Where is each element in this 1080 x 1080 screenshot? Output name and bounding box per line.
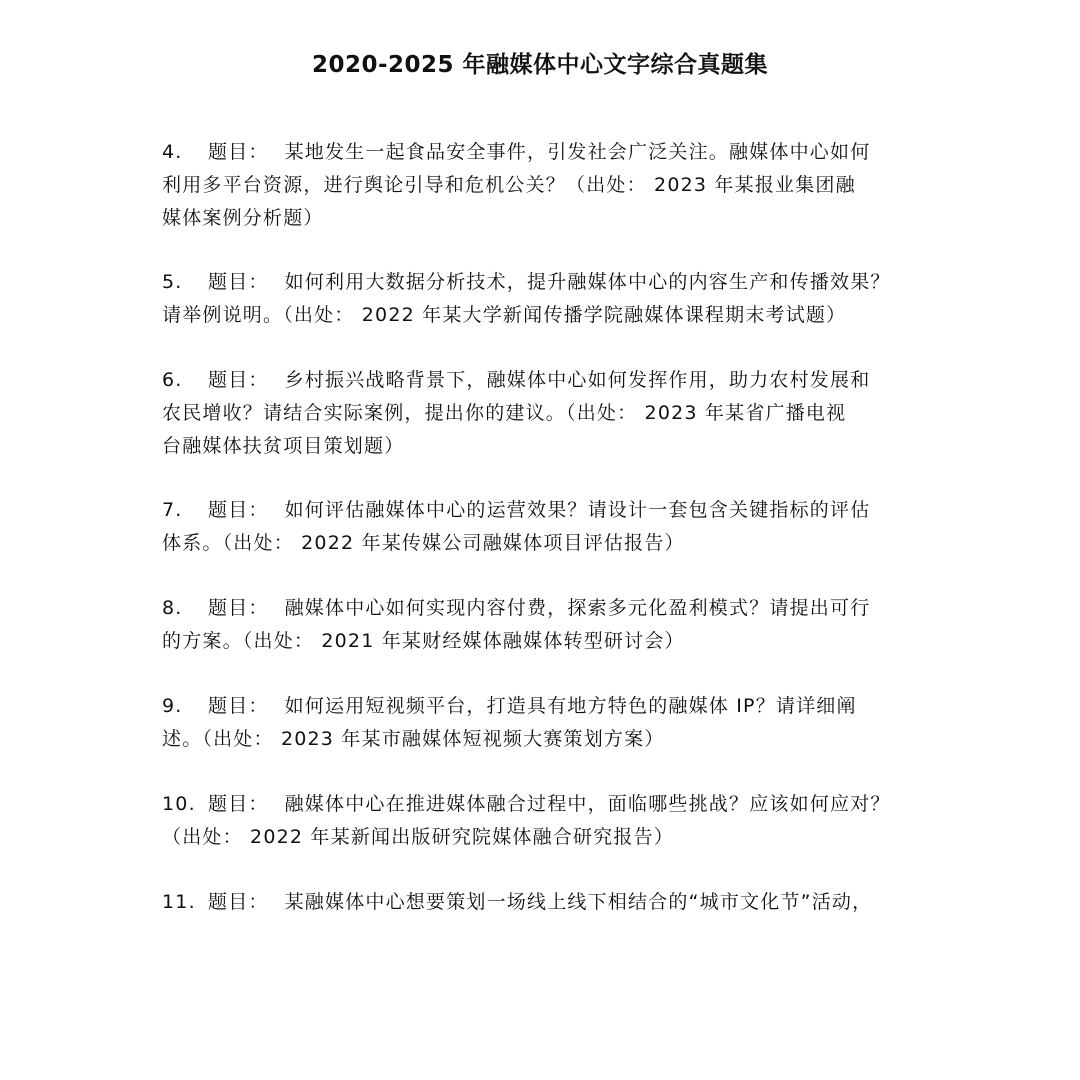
- question-line: [162, 494, 952, 527]
- question-item: [162, 592, 952, 658]
- question-item: [162, 494, 952, 560]
- question-number: 7.: [162, 499, 183, 521]
- question-text: 如何评估融媒体中心的运营效果？请设计一套包含关键指标的评估: [284, 499, 871, 521]
- question-text: 某融媒体中心想要策划一场线上线下相结合的“城市文化节”活动，: [284, 891, 873, 913]
- question-item: [162, 266, 952, 332]
- question-line: [162, 136, 952, 169]
- question-line: [162, 690, 952, 723]
- question-text: 利用多平台资源，进行舆论引导和危机公关？（出处： 2023 年某报业集团融: [162, 174, 856, 196]
- question-label: 题目：: [208, 369, 269, 391]
- question-item: [162, 690, 952, 756]
- page-title: 2020-2025 年融媒体中心文字综合真题集: [311, 52, 769, 78]
- question-label: 题目：: [208, 499, 269, 521]
- question-text: 农民增收？请结合实际案例，提出你的建议。（出处： 2023 年某省广播电视: [162, 402, 847, 424]
- question-line: [162, 266, 952, 299]
- question-item: [162, 788, 952, 854]
- question-text: 融媒体中心如何实现内容付费，探索多元化盈利模式？请提出可行: [284, 597, 871, 619]
- question-number: 8.: [162, 597, 183, 619]
- question-line: [162, 886, 952, 919]
- question-text: 如何利用大数据分析技术，提升融媒体中心的内容生产和传播效果？: [284, 271, 891, 293]
- question-line: [162, 364, 952, 397]
- question-number: 6.: [162, 369, 183, 391]
- question-item: [162, 886, 952, 919]
- question-label: 题目：: [208, 695, 269, 717]
- question-number: 9.: [162, 695, 183, 717]
- question-text: 的方案。（出处： 2021 年某财经媒体融媒体转型研讨会）: [162, 630, 685, 652]
- question-item: [162, 136, 952, 235]
- question-label: 题目：: [208, 597, 269, 619]
- question-text: 请举例说明。（出处： 2022 年某大学新闻传播学院融媒体课程期末考试题）: [162, 304, 847, 326]
- question-number: 4.: [162, 141, 183, 163]
- question-label: 题目：: [208, 793, 269, 815]
- question-text: 如何运用短视频平台，打造具有地方特色的融媒体 IP？请详细阐: [284, 695, 857, 717]
- question-number: 11.: [162, 891, 196, 913]
- question-text: 某地发生一起食品安全事件，引发社会广泛关注。融媒体中心如何: [284, 141, 871, 163]
- question-item: [162, 364, 952, 463]
- question-label: 题目：: [208, 891, 269, 913]
- question-number: 5.: [162, 271, 183, 293]
- question-line: [162, 788, 952, 821]
- question-text: 述。（出处： 2023 年某市融媒体短视频大赛策划方案）: [162, 728, 665, 750]
- question-text: 媒体案例分析题）: [162, 207, 324, 229]
- question-line: [162, 592, 952, 625]
- question-text: 体系。（出处： 2022 年某传媒公司融媒体项目评估报告）: [162, 532, 685, 554]
- question-label: 题目：: [208, 271, 269, 293]
- question-text: 乡村振兴战略背景下，融媒体中心如何发挥作用，助力农村发展和: [284, 369, 871, 391]
- question-text: 融媒体中心在推进媒体融合过程中，面临哪些挑战？应该如何应对？: [284, 793, 891, 815]
- question-label: 题目：: [208, 141, 269, 163]
- question-text: （出处： 2022 年某新闻出版研究院媒体融合研究报告）: [162, 826, 675, 848]
- question-text: 台融媒体扶贫项目策划题）: [162, 435, 405, 457]
- question-number: 10.: [162, 793, 196, 815]
